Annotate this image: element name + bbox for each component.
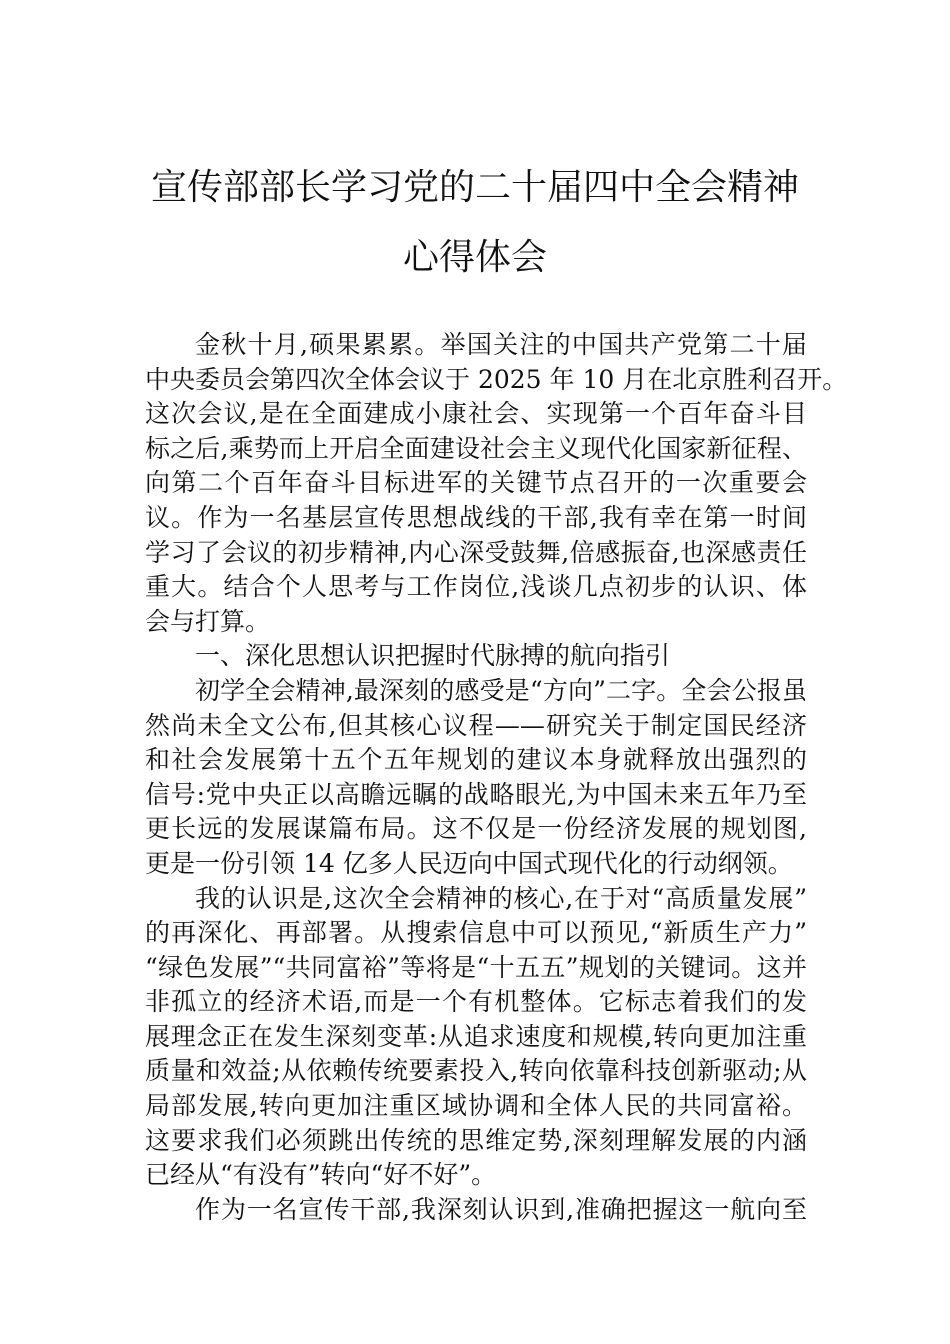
paragraph (145, 882, 807, 1193)
text-line: 然尚未全文公布,但其核心议程——研究关于制定国民经济 (145, 710, 807, 740)
text-line: 中央委员会第四次全体会议于 2025 年 10 月在北京胜利召开。 (145, 364, 848, 394)
text-line: 这次会议,是在全面建成小康社会、实现第一个百年奋斗目 (145, 399, 807, 429)
text-line: 更长远的发展谋篇布局。这不仅是一份经济发展的规划图, (145, 814, 807, 844)
text-line: 议。作为一名基层宣传思想战线的干部,我有幸在第一时间 (145, 502, 807, 532)
text-line: 标之后,乘势而上开启全面建设社会主义现代化国家新征程、 (145, 433, 807, 463)
document-title-line-2: 心得体会 (402, 237, 547, 278)
text-line: 信号:党中央正以高瞻远瞩的战略眼光,为中国未来五年乃至 (145, 779, 807, 809)
text-line: 一、深化思想认识把握时代脉搏的航向指引 (195, 641, 671, 671)
text-line: 学习了会议的初步精神,内心深受鼓舞,倍感振奋,也深感责任 (145, 537, 807, 567)
text-line: 重大。结合个人思考与工作岗位,浅谈几点初步的认识、体 (145, 572, 807, 602)
paragraph (145, 328, 848, 639)
text-line: 金秋十月,硕果累累。举国关注的中国共产党第二十届 (195, 330, 807, 359)
paragraph (145, 674, 807, 882)
text-line: 非孤立的经济术语,而是一个有机整体。它标志着我们的发 (145, 987, 807, 1017)
document-body (145, 328, 848, 1227)
text-line: 已经从“有没有”转向“好不好”。 (145, 1160, 497, 1190)
document-title-line-1: 宣传部部长学习党的二十届四中全会精神 (150, 167, 799, 208)
text-line: 展理念正在发生深刻变革:从追求速度和规模,转向更加注重 (145, 1021, 807, 1051)
text-line: 质量和效益;从依赖传统要素投入,转向依靠科技创新驱动;从 (145, 1056, 807, 1086)
text-line: 局部发展,转向更加注重区域协调和全体人民的共同富裕。 (145, 1091, 807, 1121)
section-heading (145, 639, 807, 674)
text-line: 初学全会精神,最深刻的感受是“方向”二字。全会公报虽 (195, 675, 807, 705)
text-line: 向第二个百年奋斗目标进军的关键节点召开的一次重要会 (145, 468, 807, 498)
text-line: 这要求我们必须跳出传统的思维定势,深刻理解发展的内涵 (145, 1125, 807, 1155)
text-line: 和社会发展第十五个五年规划的建议本身就释放出强烈的 (145, 745, 807, 775)
text-line: 我的认识是,这次全会精神的核心,在于对“高质量发展” (195, 883, 807, 913)
text-line: 会与打算。 (145, 606, 271, 636)
text-line: 更是一份引领 14 亿多人民迈向中国式现代化的行动纲领。 (145, 848, 793, 878)
text-line: 的再深化、再部署。从搜索信息中可以预见,“新质生产力” (145, 918, 807, 948)
text-line: 作为一名宣传干部,我深刻认识到,准确把握这一航向至 (195, 1194, 807, 1224)
text-line: “绿色发展”“共同富裕”等将是“十五五”规划的关键词。这并 (145, 952, 807, 982)
paragraph (145, 1193, 807, 1228)
